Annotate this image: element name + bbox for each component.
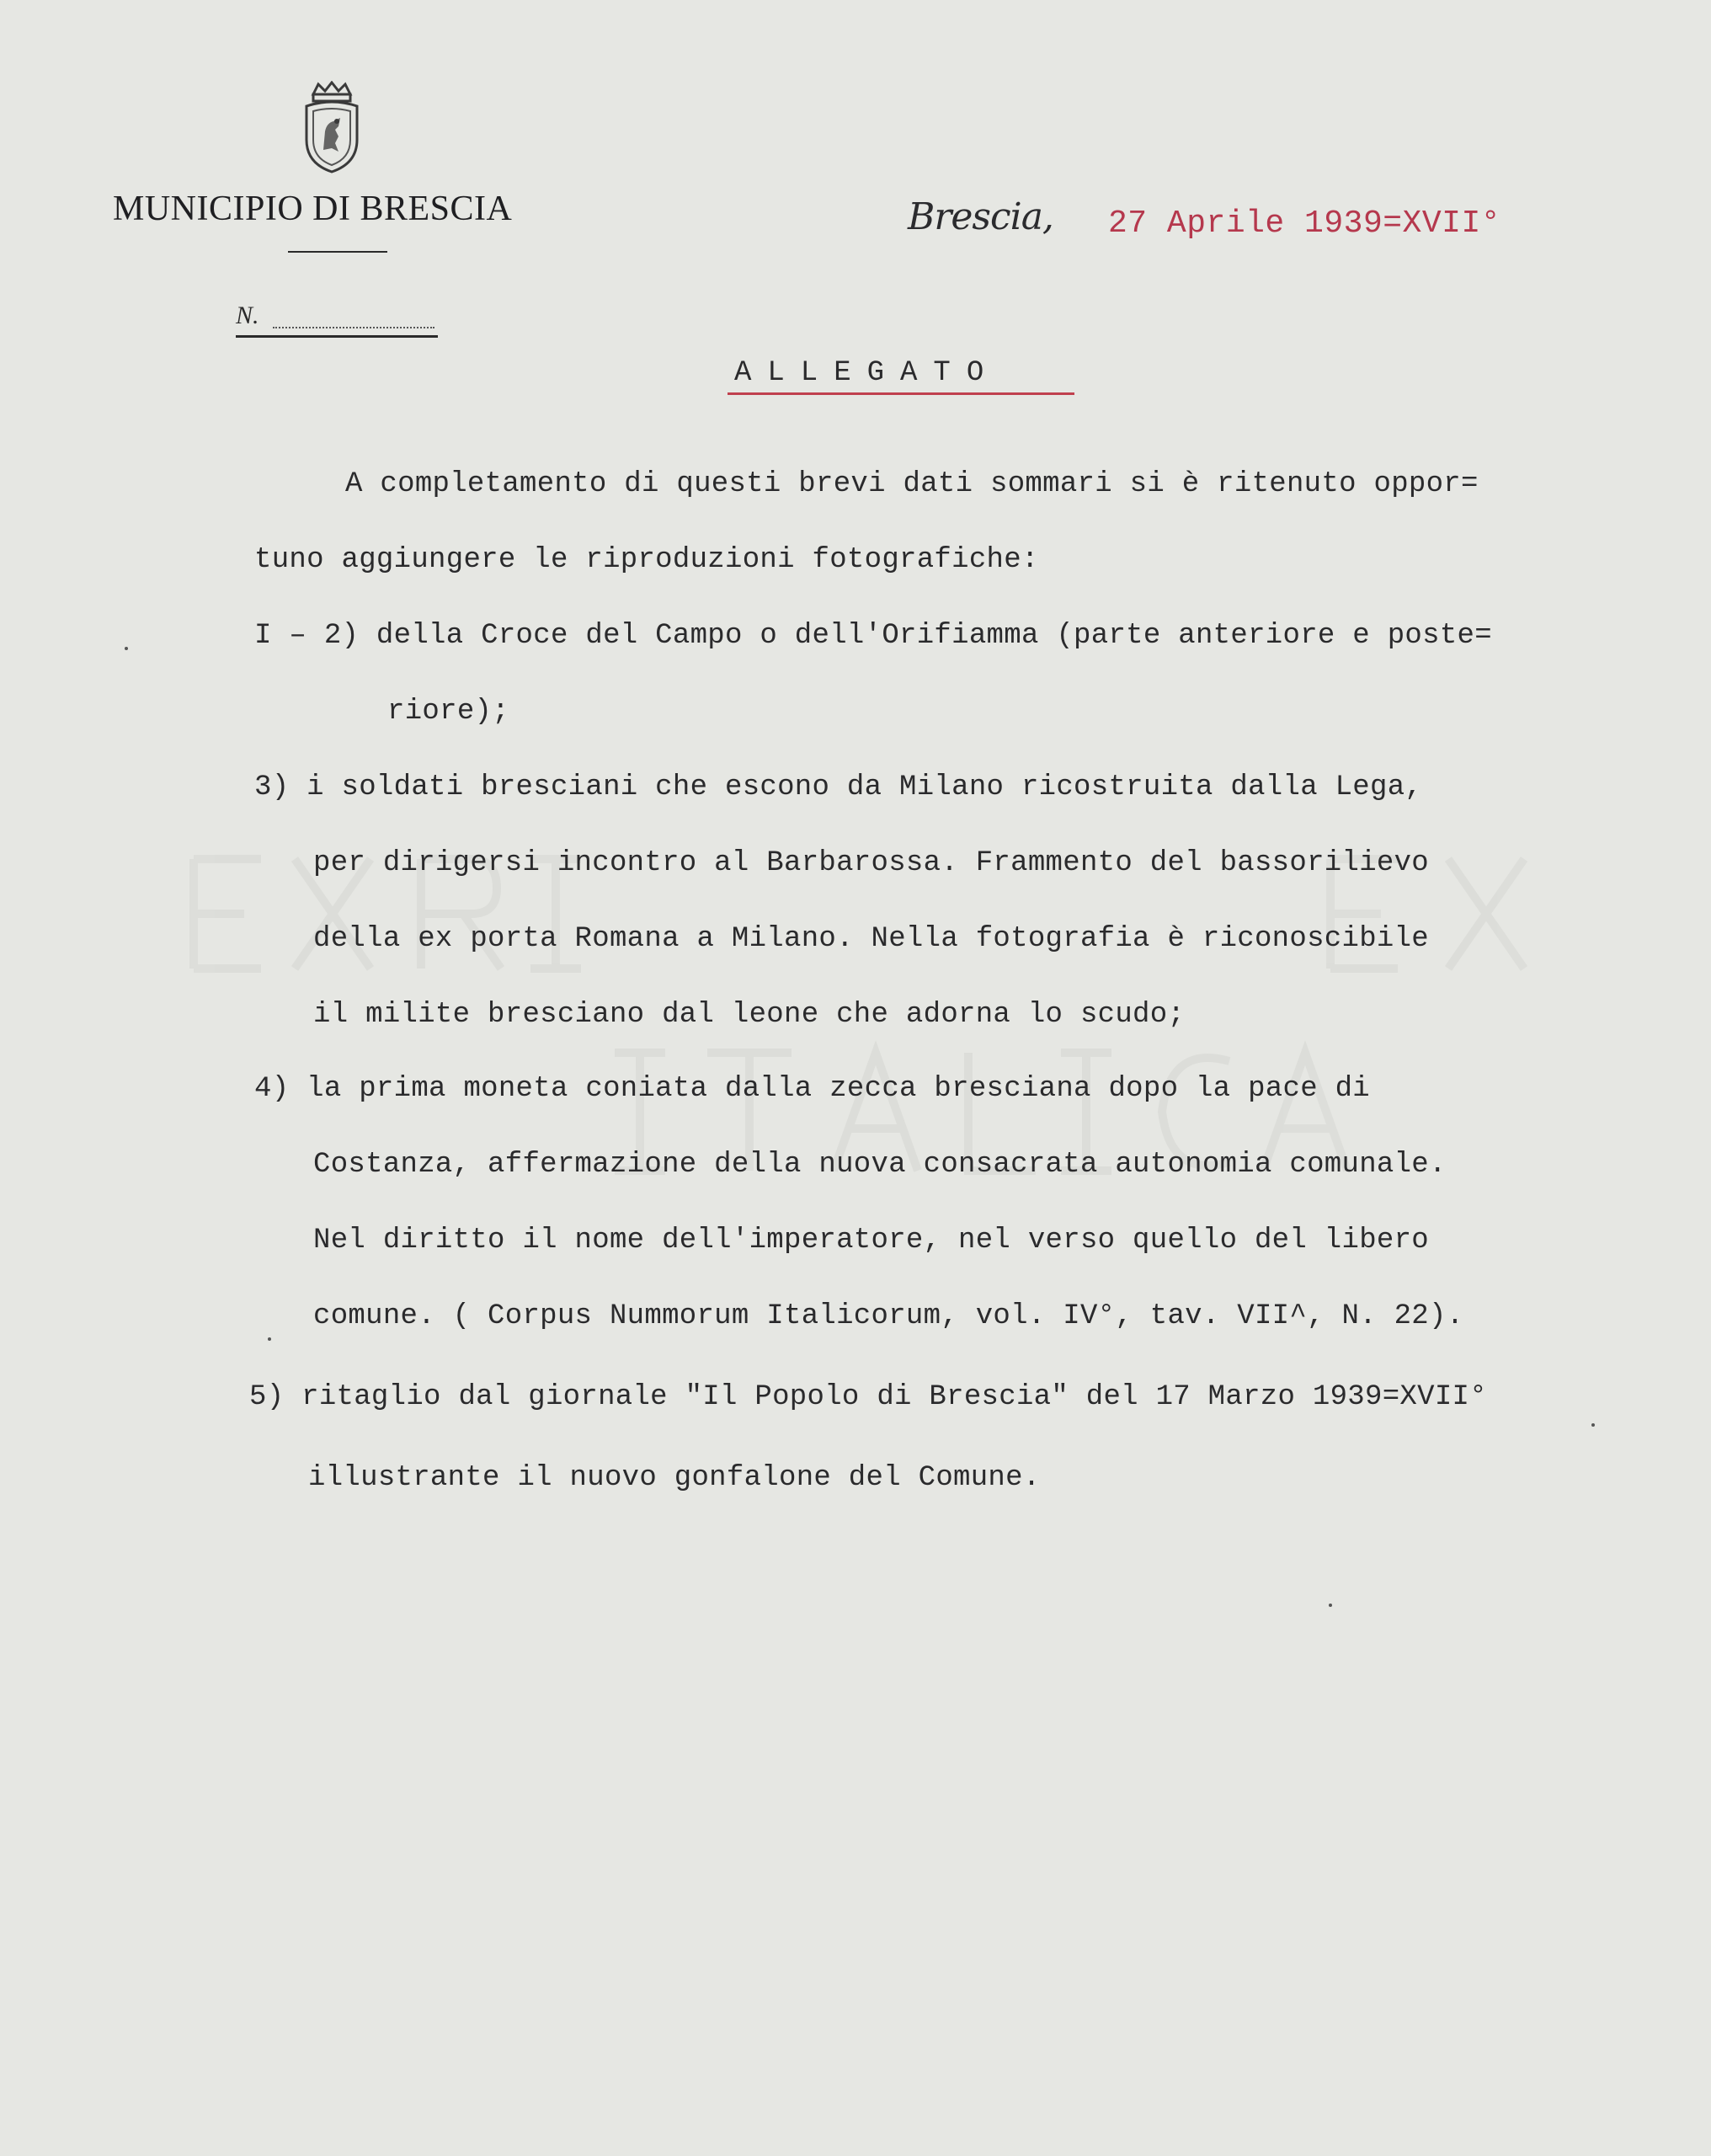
list-item-3-line-2: Costanza, affermazione della nuova consacrata autonomia comunale. bbox=[313, 1149, 1447, 1181]
list-item-4-line-2: illustrante il nuovo gonfalone del Comune. bbox=[308, 1462, 1041, 1494]
body-line-2: tuno aggiungere le riproduzioni fotografiche: bbox=[254, 544, 1039, 576]
letterhead-divider bbox=[288, 251, 387, 253]
list-item-2-line-2: per dirigersi incontro al Barbarossa. Frammento del bassorilievo bbox=[313, 847, 1430, 879]
list-item-3-line-4: comune. ( Corpus Nummorum Italicorum, vol. IV°, tav. VII^, N. 22). bbox=[313, 1300, 1464, 1332]
protocol-number-field bbox=[236, 302, 438, 338]
list-item-3-line-3: Nel diritto il nome dell'imperatore, nel verso quello del libero bbox=[313, 1225, 1430, 1257]
list-item-2-line-3: della ex porta Romana a Milano. Nella fotografia è riconoscibile bbox=[313, 923, 1430, 955]
body-line-1: A completamento di questi brevi dati sommari si è ritenuto oppor= bbox=[345, 468, 1479, 500]
list-item-2-line-1: 3) i soldati bresciani che escono da Milano ricostruita dalla Lega, bbox=[254, 771, 1423, 803]
paper-speck bbox=[125, 647, 128, 650]
document-title-underline bbox=[728, 392, 1074, 395]
paper-speck bbox=[1591, 1423, 1595, 1427]
list-item-1-line-1: I – 2) della Croce del Campo o dell'Orifiamma (parte anteriore e poste= bbox=[254, 620, 1492, 652]
paper-speck bbox=[268, 1337, 271, 1341]
document-title: ALLEGATO bbox=[734, 357, 1000, 389]
protocol-number-label: N. bbox=[236, 302, 259, 329]
municipality-name: MUNICIPIO DI BRESCIA bbox=[113, 189, 513, 228]
protocol-number-blank bbox=[273, 327, 434, 328]
municipal-coat-of-arms-icon bbox=[301, 81, 362, 175]
list-item-1-line-2: riore); bbox=[387, 696, 509, 728]
list-item-2-line-4: il milite bresciano dal leone che adorna lo scudo; bbox=[313, 999, 1186, 1031]
paper-speck bbox=[1329, 1604, 1332, 1607]
dateline-place: Brescia, bbox=[908, 195, 1053, 238]
list-item-3-line-1: 4) la prima moneta coniata dalla zecca bresciana dopo la pace di bbox=[254, 1073, 1371, 1105]
dateline-date: 27 Aprile 1939=XVII° bbox=[1108, 205, 1501, 242]
list-item-4-line-1: 5) ritaglio dal giornale "Il Popolo di Brescia" del 17 Marzo 1939=XVII° bbox=[249, 1381, 1487, 1413]
